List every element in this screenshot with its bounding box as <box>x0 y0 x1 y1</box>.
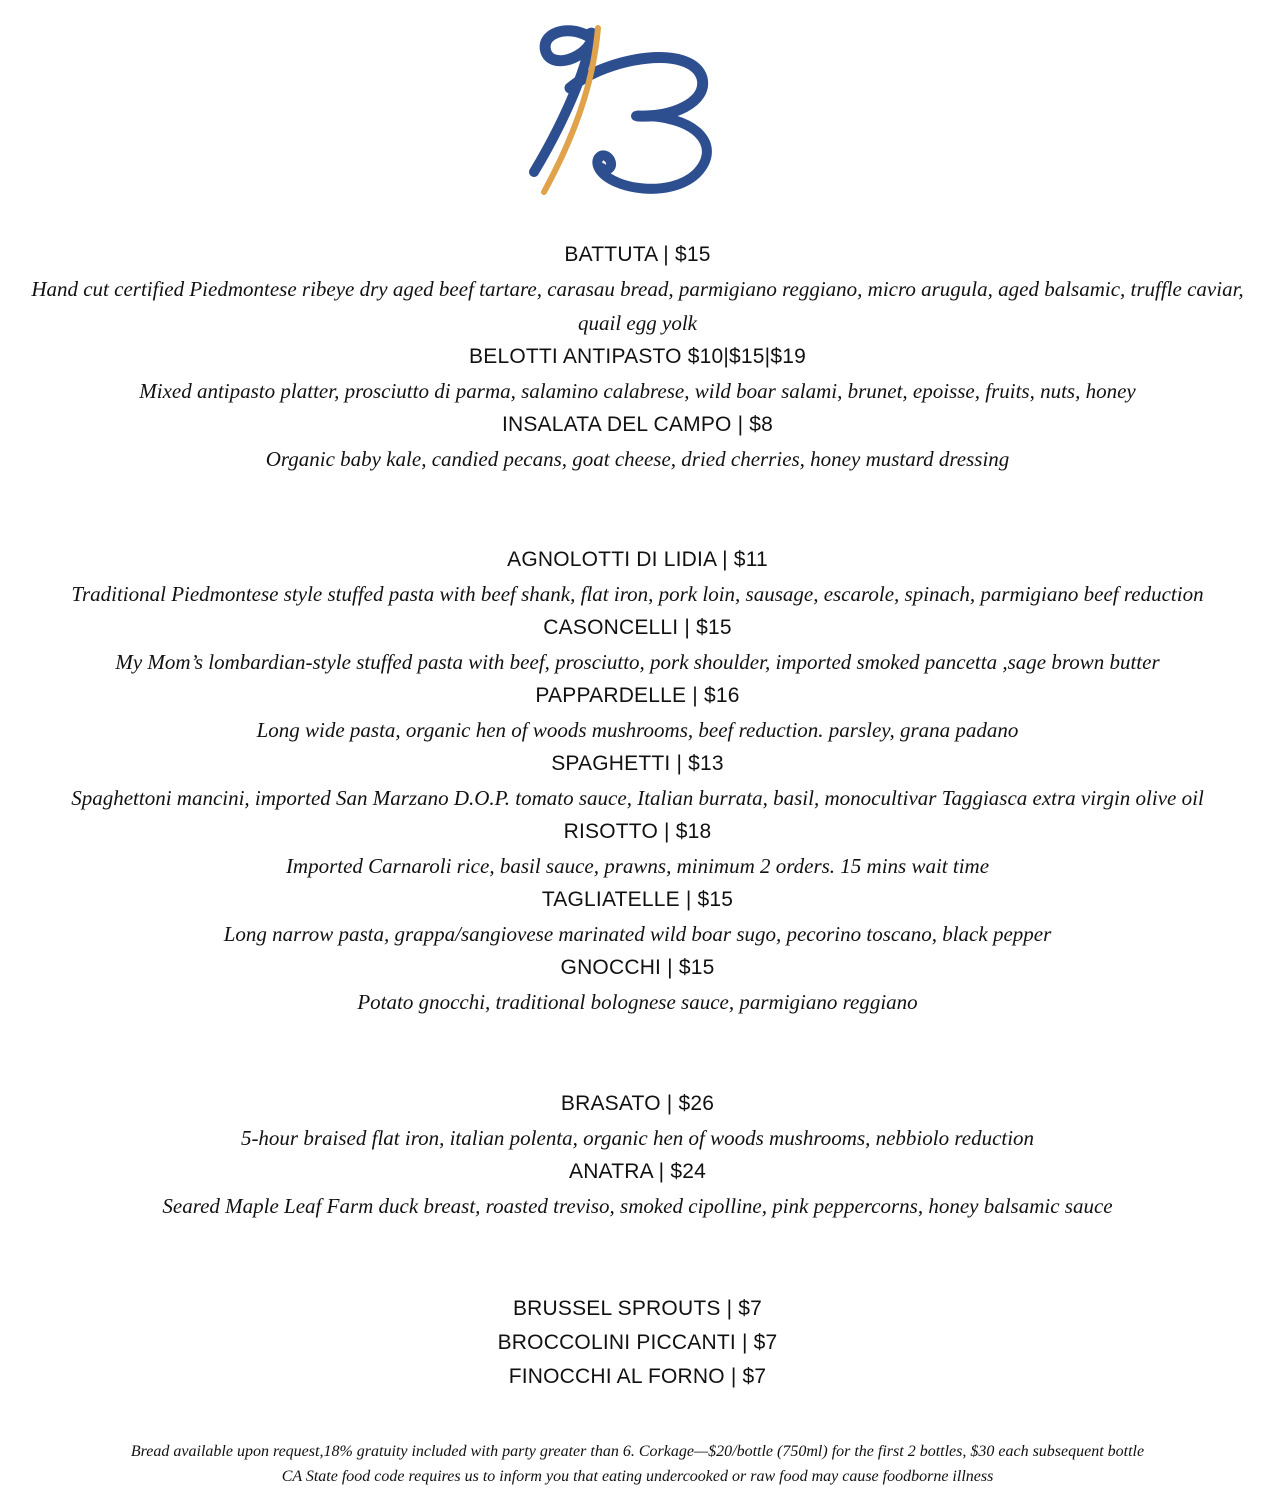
menu-item-description: Seared Maple Leaf Farm duck breast, roasted treviso, smoked cipolline, pink peppercorns, honey balsamic sauce <box>162 1194 1113 1218</box>
menu-item-description: Mixed antipasto platter, prosciutto di parma, salamino calabrese, wild boar salami, brunet, epoisse, fruits, nuts, honey <box>139 379 1136 403</box>
menu-item-title: PAPPARDELLE | $16 <box>535 684 740 707</box>
menu-item-title: INSALATA DEL CAMPO | $8 <box>501 413 774 436</box>
section-spacer <box>0 476 1275 543</box>
menu-item-description: 5-hour braised flat iron, italian polenta, organic hen of woods mushrooms, nebbiolo reduction <box>240 1126 1035 1150</box>
menu-item-title: FINOCCHI AL FORNO | $7 <box>508 1365 767 1388</box>
menu-item-title: CASONCELLI | $15 <box>543 616 732 639</box>
menu-item-title: BRUSSEL SPROUTS | $7 <box>512 1297 763 1320</box>
menu-section-mains <box>0 1087 1275 1223</box>
menu-item-description: Traditional Piedmontese style stuffed pasta with beef shank, flat iron, pork loin, sausage, escarole, spinach, parmigiano beef reduction <box>71 582 1204 606</box>
menu-section-starters <box>0 238 1275 476</box>
menu-item-description: Potato gnocchi, traditional bolognese sauce, parmigiano reggiano <box>357 990 918 1014</box>
menu-item-title: TAGLIATELLE | $15 <box>541 888 734 911</box>
menu-item-description: My Mom’s lombardian-style stuffed pasta with beef, prosciutto, pork shoulder, imported smoked pancetta ,sage brown butter <box>115 650 1160 674</box>
menu-item-description: Organic baby kale, candied pecans, goat cheese, dried cherries, honey mustard dressing <box>265 447 1010 471</box>
footer-notice-food-code: CA State food code requires us to inform you that eating undercooked or raw food may cause foodborne illness <box>281 1468 994 1485</box>
menu-item-description: Long narrow pasta, grappa/sangiovese marinated wild boar sugo, pecorino toscano, black pepper <box>223 922 1052 946</box>
belotti-monogram-logo <box>510 22 730 202</box>
menu-item-title: AGNOLOTTI DI LIDIA | $11 <box>507 548 768 571</box>
section-spacer <box>0 1223 1275 1292</box>
menu-section-sides <box>0 1292 1275 1394</box>
menu-item-title: ANATRA | $24 <box>568 1160 707 1183</box>
menu-item-title: BROCCOLINI PICCANTI | $7 <box>497 1331 778 1354</box>
menu-footer <box>0 1439 1275 1489</box>
menu-item-title: RISOTTO | $18 <box>563 820 712 843</box>
menu-section-pasta <box>0 543 1275 1019</box>
menu-item-description: Long wide pasta, organic hen of woods mushrooms, beef reduction. parsley, grana padano <box>256 718 1019 742</box>
menu-item-description: Hand cut certified Piedmontese ribeye dry aged beef tartare, carasau bread, parmigiano reggiano, micro arugula, aged balsamic, truffle caviar, quail egg yolk <box>31 277 1244 335</box>
menu-item-description: Spaghettoni mancini, imported San Marzano D.O.P. tomato sauce, Italian burrata, basil, monocultivar Taggiasca extra virgin olive oil <box>71 786 1204 810</box>
menu-item-title: SPAGHETTI | $13 <box>551 752 724 775</box>
menu-item-description: Imported Carnaroli rice, basil sauce, prawns, minimum 2 orders. 15 mins wait time <box>285 854 990 878</box>
menu-item-title: BRASATO | $26 <box>560 1092 715 1115</box>
menu-body <box>0 238 1275 1394</box>
menu-item-title: BATTUTA | $15 <box>564 243 711 266</box>
section-spacer <box>0 1019 1275 1087</box>
footer-notice-bread-gratuity: Bread available upon request,18% gratuity included with party greater than 6. Corkage—$20/bottle (750ml) for the first 2 bottles, $30 each subsequent bottle <box>130 1443 1145 1460</box>
menu-item-title: BELOTTI ANTIPASTO $10|$15|$19 <box>469 345 806 368</box>
menu-item-title: GNOCCHI | $15 <box>560 956 715 979</box>
